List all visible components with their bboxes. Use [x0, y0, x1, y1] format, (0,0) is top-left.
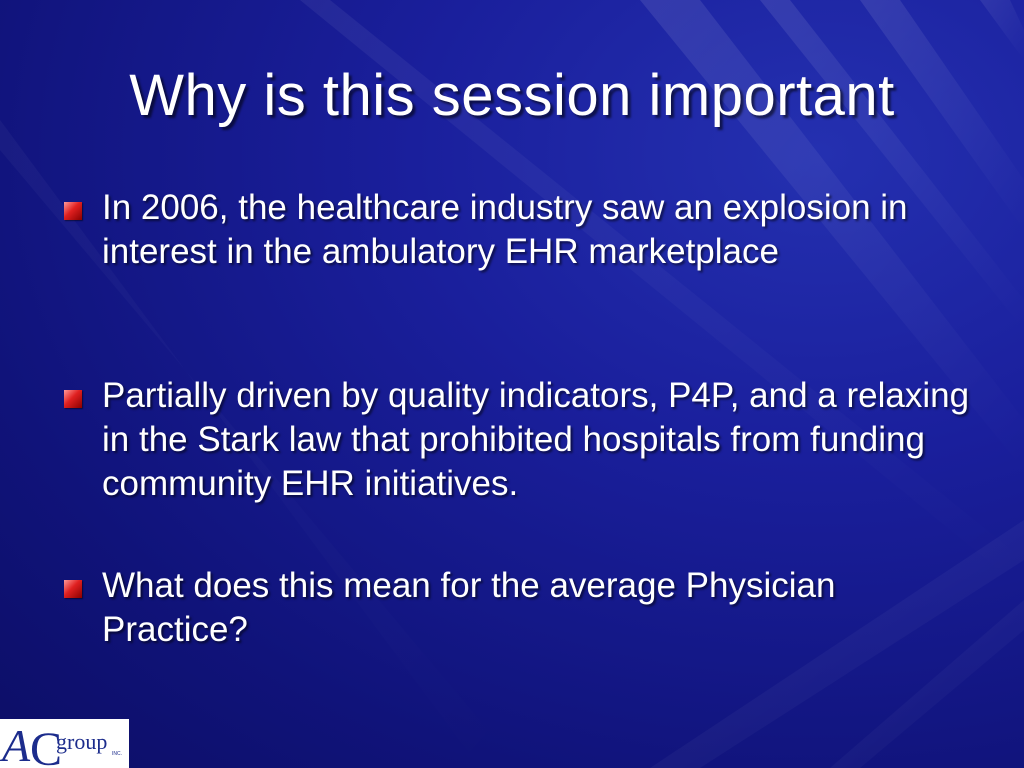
square-bullet-icon [64, 390, 82, 408]
svg-text:C: C [30, 723, 63, 768]
square-bullet-icon [64, 202, 82, 220]
svg-text:A: A [2, 720, 31, 768]
company-logo [0, 719, 129, 768]
svg-text:INC.: INC. [112, 751, 122, 757]
bullet-text: Partially driven by quality indicators, P4P, and a relaxing in the Stark law that prohibited hospitals from funding community EHR initiatives. [102, 376, 970, 503]
bullet-text: What does this mean for the average Physician Practice? [102, 566, 836, 649]
svg-text:group: group [56, 729, 108, 754]
square-bullet-icon [64, 580, 82, 598]
bullet-text: In 2006, the healthcare industry saw an explosion in interest in the ambulatory EHR marketplace [102, 188, 908, 271]
slide-title: Why is this session important [129, 63, 895, 128]
